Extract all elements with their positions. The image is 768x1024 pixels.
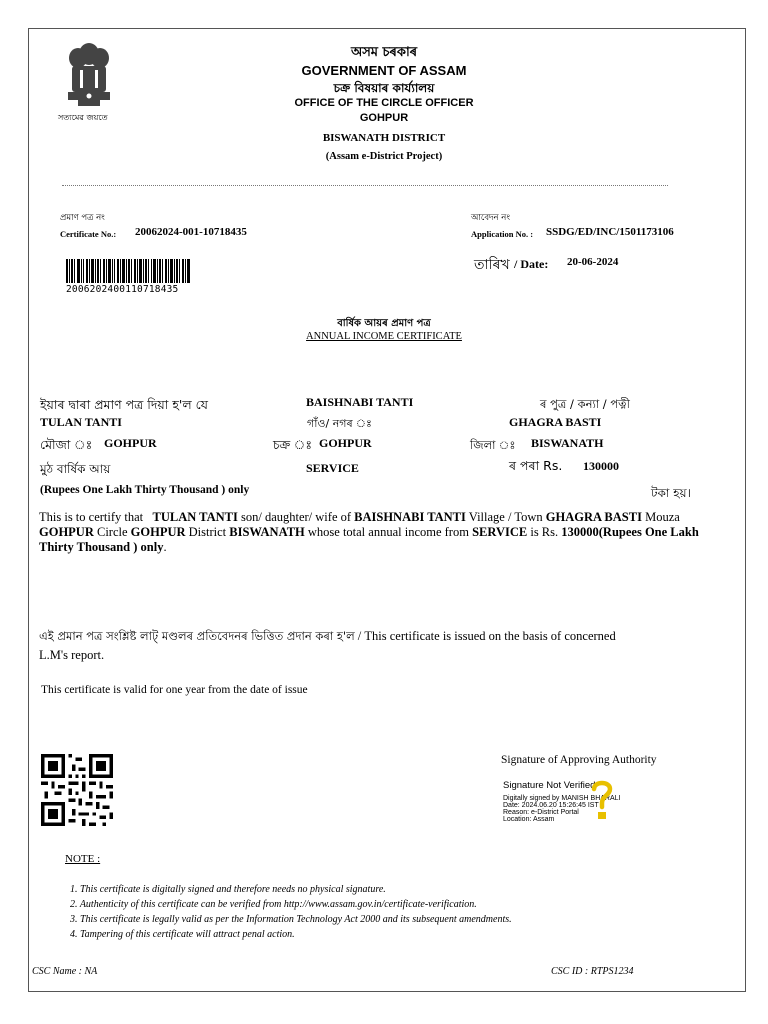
signature-reason: Reason: e-District Portal <box>503 809 579 816</box>
note-item: 4. Tampering of this certificate will attract penal action. <box>70 929 295 940</box>
circle-label-bn: চক্ৰ ঃ <box>273 437 313 452</box>
body-text: Village / Town <box>468 510 543 524</box>
body-source: SERVICE <box>472 525 528 539</box>
basis-line-2: L.M's report. <box>39 648 105 662</box>
amount-words: (Rupees One Lakh Thirty Thousand ) only <box>40 484 250 496</box>
body-village: GHAGRA BASTI <box>545 510 642 524</box>
app-no-label: Application No. : <box>471 229 534 239</box>
signature-heading: Signature of Approving Authority <box>501 754 657 766</box>
basis-en: / This certificate is issued on the basis of concerned <box>357 629 616 643</box>
body-text: son/ daughter/ wife of <box>240 510 352 524</box>
body-text: Mouza <box>645 510 680 524</box>
district-label-bn: জিলা ঃ <box>470 438 516 452</box>
relation-bn: ৰ পুত্ৰ / কন্যা / পত্নী <box>540 397 630 411</box>
cert-no-label: Certificate No.: <box>60 229 117 239</box>
validity-text: This certificate is valid for one year from the date of issue <box>41 684 308 696</box>
income-source: SERVICE <box>306 461 359 475</box>
basis-line-1 <box>39 628 616 647</box>
barcode-icon <box>66 259 190 283</box>
body-text: . <box>163 540 167 554</box>
digital-signature-box <box>503 780 663 830</box>
body-circle: GOHPUR <box>130 525 186 539</box>
govt-title-bn: অসম চৰকাৰ <box>350 45 418 60</box>
note-item: 3. This certificate is legally valid as per the Information Technology Act 2000 and its subsequent amendments. <box>70 914 512 925</box>
body-text: This is to certify that <box>39 510 144 524</box>
certify-paragraph <box>39 510 719 555</box>
parent-name: BAISHNABI TANTI <box>306 395 414 409</box>
govt-title: GOVERNMENT OF ASSAM <box>301 63 467 78</box>
cert-no-label-bn: প্ৰমাণ পত্ৰ নং <box>60 213 105 223</box>
district: BISWANATH <box>531 436 604 450</box>
signature-date: Date: 2024.06.20 15:26:45 IST <box>503 802 599 809</box>
body-mouza: GOHPUR <box>39 525 94 539</box>
amount-label-bn: ৰ পৰা Rs. <box>509 458 563 473</box>
date-label-bn: তাৰিখ <box>474 257 510 273</box>
basis-bn: এই প্ৰমান পত্ৰ সংশ্লিষ্ট লাট্ মণ্ডলৰ প্ৰতিবেদনৰ ভিত্তিত প্ৰদান কৰা হ'ল <box>39 629 355 643</box>
note-heading-text: NOTE : <box>65 853 101 865</box>
signature-location: Location: Assam <box>503 816 555 823</box>
mouza-label-bn: মৌজা ঃ <box>40 437 93 452</box>
circle-office-bn: চক্ৰ বিষয়াৰ কাৰ্য্যালয় <box>333 81 435 95</box>
district-name: BISWANATH DISTRICT <box>322 132 446 144</box>
body-district: BISWANATH <box>229 525 305 539</box>
taka-bn: টকা হয়। <box>651 486 691 500</box>
applicant-name: TULAN TANTI <box>40 415 122 429</box>
title-bn: বাৰ্ষিক আয়ৰ প্ৰমাণ পত্ৰ <box>337 318 431 329</box>
title: ANNUAL INCOME CERTIFICATE <box>306 331 462 342</box>
note-item: 2. Authenticity of this certificate can be verified from http://www.assam.gov.in/certificate-verification. <box>70 899 477 910</box>
body-amount: 130000(Rupees One Lakh Thirty Thousand ) only <box>39 525 699 554</box>
emblem-motto: সত্যমেৱ জয়তে <box>58 113 108 122</box>
notes-list <box>70 882 512 942</box>
body-text: whose total annual income from <box>307 525 469 539</box>
date-label: / Date: <box>514 257 549 271</box>
signed-by: Digitally signed by MANISH BHARALI <box>503 795 621 802</box>
body-parent: BAISHNABI TANTI <box>354 510 466 524</box>
certify-bn: ইয়াৰ দ্বাৰা প্ৰমাণ পত্ৰ দিয়া হ'ল যে <box>40 397 208 412</box>
village-label-bn: গাঁও/ নগৰ ঃ <box>307 417 372 430</box>
income-label-bn: মুঠ বাৰ্ষিক আয় <box>40 462 111 476</box>
csc-name: CSC Name : NA <box>32 966 98 977</box>
body-name: TULAN TANTI <box>152 510 238 524</box>
project-name: (Assam e-District Project) <box>325 151 443 162</box>
note-heading <box>65 853 100 865</box>
csc-id: CSC ID : RTPS1234 <box>551 966 634 977</box>
divider <box>62 185 668 186</box>
village: GHAGRA BASTI <box>509 415 602 429</box>
question-mark-icon <box>589 778 615 822</box>
barcode-number: 20062024001107184З5 <box>66 284 179 295</box>
qr-code-icon <box>40 754 114 826</box>
issue-date: 20-06-2024 <box>567 256 619 268</box>
amount: 130000 <box>583 459 619 473</box>
signature-status: Signature Not Verified <box>503 780 596 791</box>
body-text: is Rs. <box>530 525 559 539</box>
circle-name: GOHPUR <box>359 112 409 124</box>
app-no: SSDG/ED/INC/1501173106 <box>546 226 674 238</box>
app-no-label-bn: আবেদন নং <box>471 213 511 223</box>
body-text: District <box>188 525 227 539</box>
body-text: Circle <box>96 525 128 539</box>
mouza: GOHPUR <box>104 436 157 450</box>
circle: GOHPUR <box>319 436 372 450</box>
note-item: 1. This certificate is digitally signed and therefore needs no physical signature. <box>70 884 386 895</box>
office-title: OFFICE OF THE CIRCLE OFFICER <box>294 97 474 109</box>
cert-no: 20062024-001-10718435 <box>135 226 247 238</box>
